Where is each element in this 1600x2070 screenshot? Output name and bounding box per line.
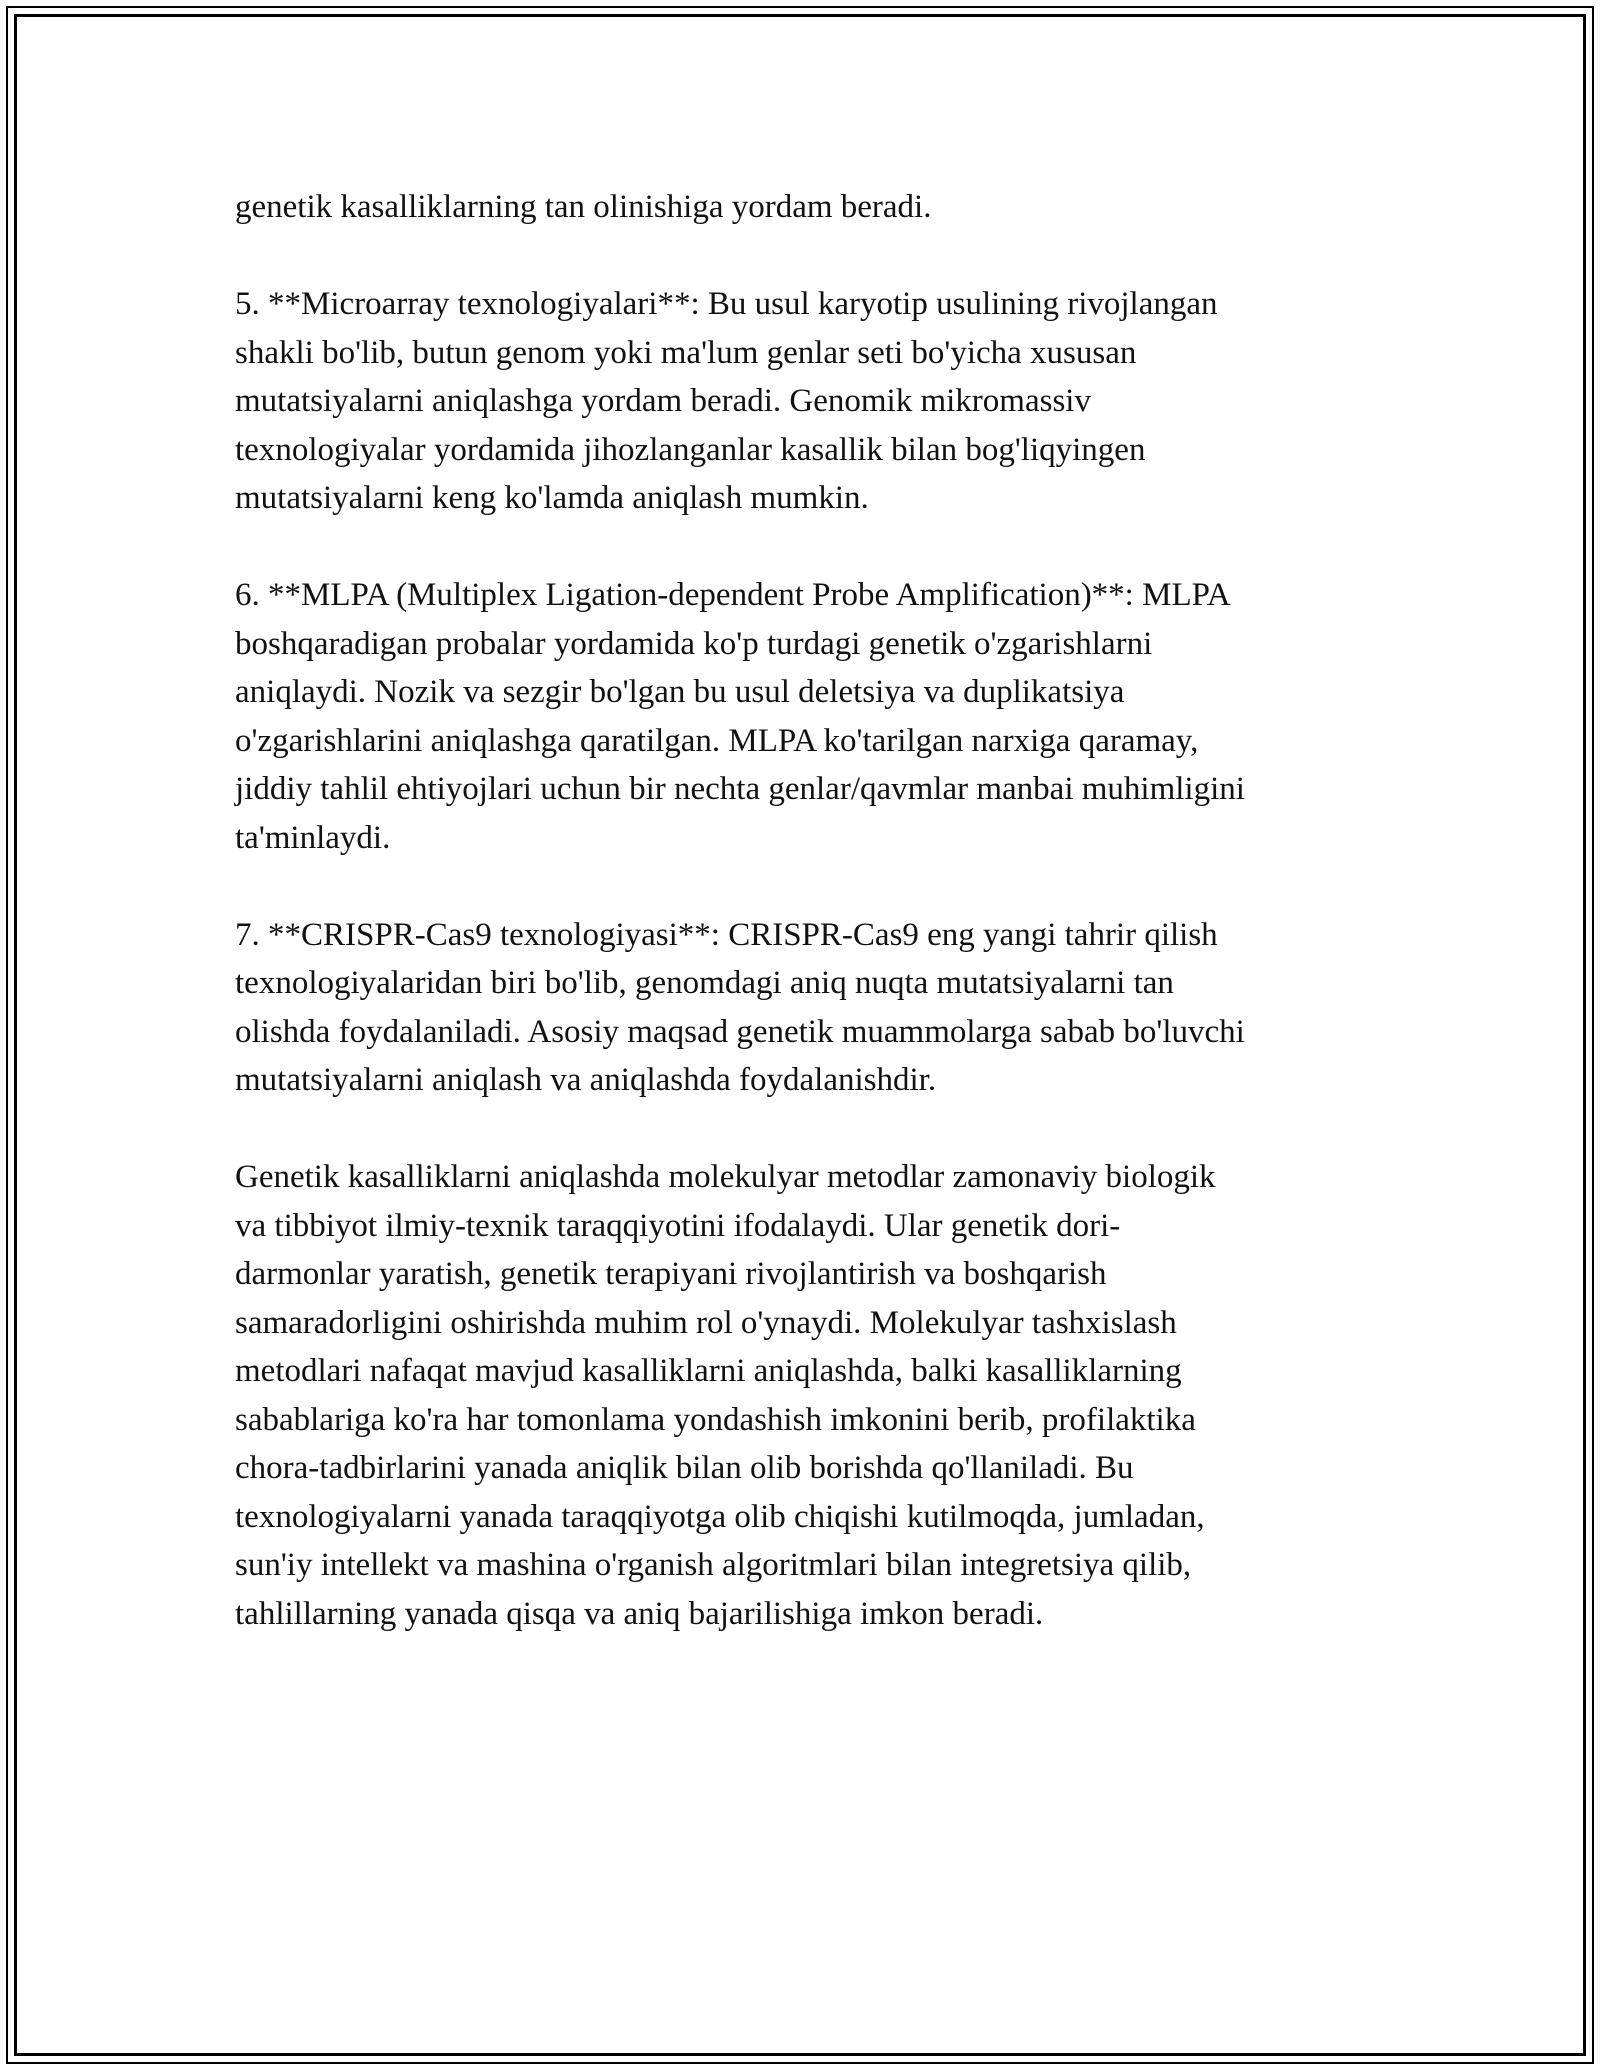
paragraph-conclusion <box>235 1153 1375 1638</box>
paragraph-mlpa <box>235 571 1375 862</box>
text-line: texnologiyalarni yanada taraqqiyotga olib chiqishi kutilmoqda, jumladan, <box>235 1498 1205 1535</box>
text-line: jiddiy tahlil ehtiyojlari uchun bir nechta genlar/qavmlar manbai muhimligini <box>235 771 1245 807</box>
text-line: sabablariga ko'ra har tomonlama yondashish imkonini berib, profilaktika <box>235 1401 1196 1438</box>
paragraph-crispr <box>235 911 1375 1105</box>
text-line: texnologiyalaridan biri bo'lib, genomdagi aniq nuqta mutatsiyalarni tan <box>235 965 1174 1001</box>
text-line: chora-tadbirlarini yanada aniqlik bilan olib borishda qo'llaniladi. Bu <box>235 1450 1134 1486</box>
document-body <box>235 183 1375 1687</box>
text-line: mutatsiyalarni keng ko'lamda aniqlash mumkin. <box>235 480 869 516</box>
text-line: sun'iy intellekt va mashina o'rganish algoritmlari bilan integretsiya qilib, <box>235 1547 1192 1583</box>
text-line: darmonlar yaratish, genetik terapiyani rivojlantirish va boshqarish <box>235 1256 1107 1292</box>
text-line: 7. **CRISPR-Cas9 texnologiyasi**: CRISPR-Cas9 eng yangi tahrir qilish <box>235 916 1218 953</box>
text-line: genetik kasalliklarning tan olinishiga yordam beradi. <box>235 189 932 225</box>
text-line: mutatsiyalarni aniqlashga yordam beradi. Genomik mikromassiv <box>235 383 1091 419</box>
text-line: boshqaradigan probalar yordamida ko'p turdagi genetik o'zgarishlarni <box>235 625 1153 662</box>
text-line: samaradorligini oshirishda muhim rol o'ynaydi. Molekulyar tashxislash <box>235 1304 1177 1341</box>
text-line: Genetik kasalliklarni aniqlashda molekulyar metodlar zamonaviy biologik <box>235 1159 1216 1195</box>
text-line: tahlillarning yanada qisqa va aniq bajarilishiga imkon beradi. <box>235 1595 1044 1632</box>
text-line: 6. **MLPA (Multiplex Ligation-dependent Probe Amplification)**: MLPA <box>235 577 1231 613</box>
text-line: olishda foydalaniladi. Asosiy maqsad genetik muammolarga sabab bo'luvchi <box>235 1013 1245 1050</box>
text-line: aniqlaydi. Nozik va sezgir bo'lgan bu usul deletsiya va duplikatsiya <box>235 674 1125 710</box>
text-line: 5. **Microarray texnologiyalari**: Bu usul karyotip usulining rivojlangan <box>235 286 1218 322</box>
text-line: ta'minlaydi. <box>235 819 391 856</box>
text-line: texnologiyalar yordamida jihozlanganlar kasallik bilan bog'liqyingen <box>235 431 1146 468</box>
paragraph-continuation <box>235 183 1375 232</box>
text-line: va tibbiyot ilmiy-texnik taraqqiyotini ifodalaydi. Ular genetik dori- <box>235 1207 1121 1244</box>
text-line: shakli bo'lib, butun genom yoki ma'lum genlar seti bo'yicha xususan <box>235 334 1137 371</box>
text-line: mutatsiyalarni aniqlash va aniqlashda foydalanishdir. <box>235 1062 937 1098</box>
paragraph-microarray <box>235 280 1375 523</box>
text-line: metodlari nafaqat mavjud kasalliklarni aniqlashda, balki kasalliklarning <box>235 1353 1182 1389</box>
text-line: o'zgarishlarini aniqlashga qaratilgan. MLPA ko'tarilgan narxiga qaramay, <box>235 722 1199 759</box>
